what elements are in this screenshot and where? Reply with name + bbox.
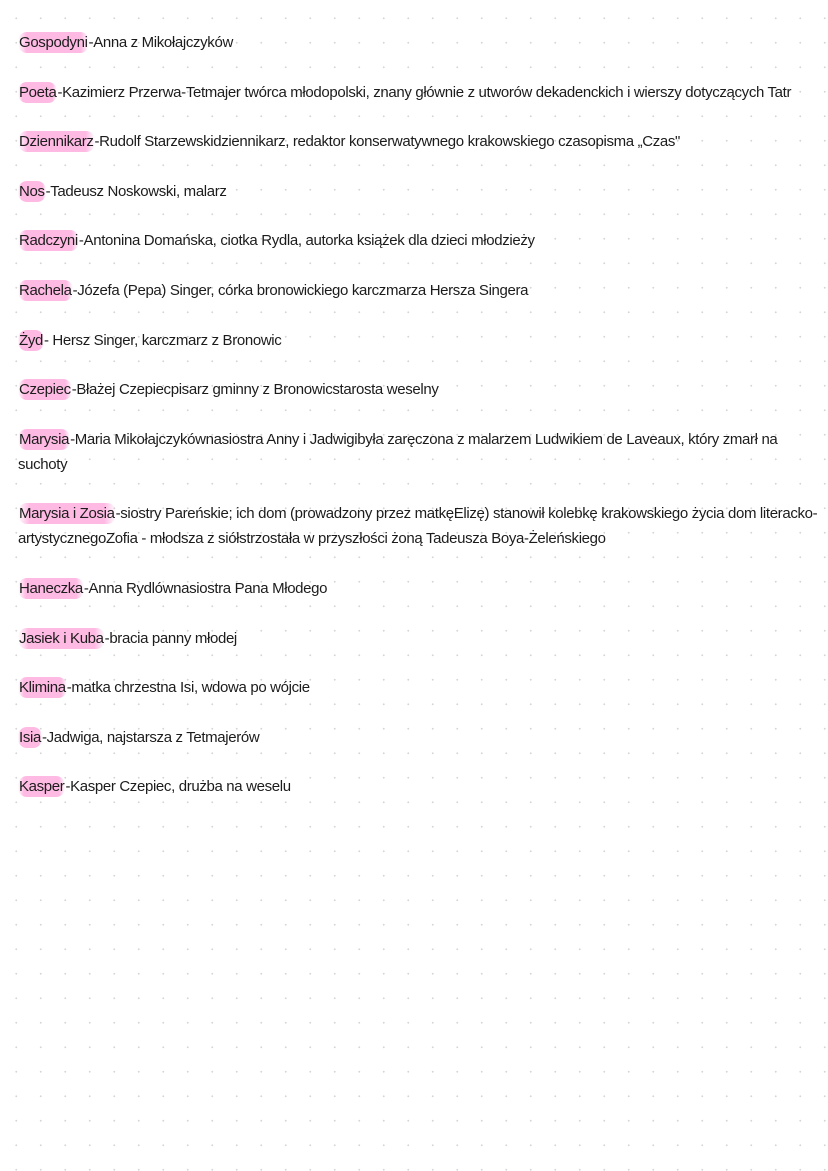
- list-item: [18, 427, 818, 477]
- entry-description: -Rudolf Starzewskidziennikarz, redaktor konserwatywnego krakowskiego czasopisma „Czas": [94, 133, 680, 151]
- list-item: [18, 377, 818, 402]
- highlighted-term: Isia: [19, 728, 41, 746]
- highlighted-term: Nos: [19, 182, 45, 200]
- entry-description: -Błażej Czepiecpisarz gminny z Bronowicstarosta weselny: [71, 381, 439, 399]
- list-item: [18, 725, 818, 750]
- list-item: [18, 30, 818, 55]
- list-item: [18, 179, 818, 204]
- character-list: [18, 30, 818, 824]
- highlighted-term: Haneczka: [19, 579, 83, 597]
- highlighted-term: Marysia i Zosia: [19, 505, 115, 523]
- entry-description: -Kazimierz Przerwa-Tetmajer twórca młodopolski, znany głównie z utworów dekadenckich i wierszy dotyczących Tatr: [57, 83, 792, 101]
- list-item: [18, 328, 818, 353]
- highlighted-term: Kasper: [19, 778, 65, 796]
- list-item: [18, 626, 818, 651]
- entry-description: -Antonina Domańska, ciotka Rydla, autorka książek dla dzieci młodzieży: [78, 232, 535, 250]
- highlighted-term: Rachela: [19, 281, 72, 299]
- entry-description: -bracia panny młodej: [104, 629, 237, 647]
- highlighted-term: Jasiek i Kuba: [19, 629, 104, 647]
- list-item: [18, 774, 818, 799]
- highlighted-term: Klimina: [19, 679, 66, 697]
- entry-description: -Kasper Czepiec, drużba na weselu: [65, 778, 291, 796]
- list-item: [18, 228, 818, 253]
- highlighted-term: Gospodyni: [19, 34, 88, 51]
- list-item: [18, 129, 818, 154]
- entry-description: -Józefa (Pepa) Singer, córka bronowickiego karczmarza Hersza Singera: [72, 281, 529, 299]
- list-item: [18, 576, 818, 601]
- entry-description: -Tadeusz Noskowski, malarz: [45, 182, 227, 200]
- entry-description: -Jadwiga, najstarsza z Tetmajerów: [41, 728, 260, 746]
- list-item: [18, 278, 818, 303]
- highlighted-term: Czepiec: [19, 381, 71, 399]
- highlighted-term: Radczyni: [19, 232, 78, 250]
- entry-description: -Anna z Mikołajczyków: [88, 34, 233, 51]
- entry-description: - Hersz Singer, karczmarz z Bronowic: [43, 331, 282, 349]
- entry-description: -matka chrzestna Isi, wdowa po wójcie: [66, 679, 310, 697]
- list-item: [18, 675, 818, 700]
- highlighted-term: Marysia: [19, 430, 70, 448]
- entry-description: -siostry Pareńskie; ich dom (prowadzony przez matkęElizę) stanowił kolebkę krakowskiego życia dom literacko-artystycznegoZofia - młodsza z siółstrzostała w przyszłości żoną Tadeusza Boya-Żeleńskiego: [18, 505, 818, 548]
- highlighted-term: Dziennikarz: [19, 133, 94, 151]
- list-item: [18, 501, 818, 551]
- entry-description: -Maria Mikołajczykównasiostra Anny i Jadwigibyła zaręczona z malarzem Ludwikiem de Laveaux, który zmarł na suchoty: [18, 430, 778, 473]
- entry-description: -Anna Rydlównasiostra Pana Młodego: [83, 579, 328, 597]
- highlighted-term: Żyd: [19, 331, 43, 349]
- list-item: [18, 80, 818, 105]
- highlighted-term: Poeta: [19, 83, 57, 101]
